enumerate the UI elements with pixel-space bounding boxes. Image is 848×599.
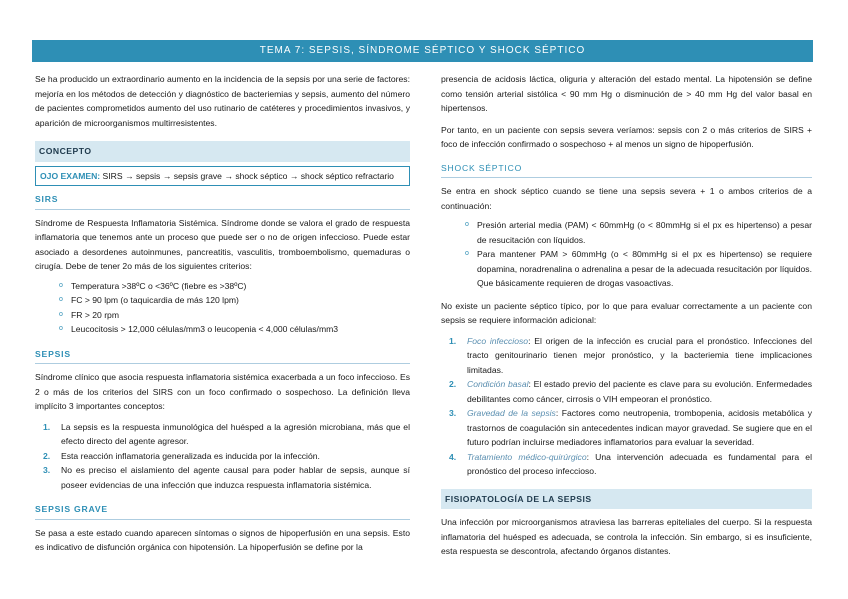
sirs-paragraph: Síndrome de Respuesta Inflamatoria Sistémica. Síndrome donde se valora el grado de respuesta inflamatoria que tenemos ante un proceso que puede ser o no de origen infeccioso. Puede estar asociado a desordenes autoinmunes, pancreatitis, vasculitis, tromboembolismo, quemaduras o cirugía. Debe de tener 2o más de los siguientes criterios: [35, 217, 410, 271]
list-item: o Presión arterial media (PAM) < 60mmHg (o < 80mmHg si el px es hipertenso) a pesar de resucitación con líquidos. [465, 218, 812, 247]
sepsis-paragraph: Síndrome clínico que asocia respuesta inflamatoria sistémica exacerbada a un foco infeccioso. Es 2 o más de los criterios del SIRS con un foco confirmado o sospechoso. La definición lleva implícito 3 importantes conceptos: [35, 372, 410, 411]
list-item: 3. No es preciso el aislamiento del agente causal para poder hablar de sepsis, aunque sí poseer evidencias de una infección que induzca respuesta inflamatoria sistémica. [43, 465, 410, 490]
por-tanto-paragraph: Por tanto, en un paciente con sepsis severa veríamos: sepsis con 2 o más criterios de SIRS + foco de infección confirmado o sospechoso + al menos un signo de hipoperfusión. [441, 124, 812, 149]
list-item: o Para mantener PAM > 60mmHg (o < 80mmHg si el px es hipertenso) se requiere dopamina, noradrenalina o adrenalina a pesar de la adecuada resucitación por líquidos. Que básicamente requieren de drogas vasoactivas. [465, 247, 812, 291]
sepsis-grave-heading: SEPSIS GRAVE [35, 500, 410, 520]
concepto-heading: CONCEPTO [35, 141, 410, 162]
shock-septico-heading: SHOCK SÉPTICO [441, 159, 812, 179]
sepsis-concepts-list [35, 420, 410, 493]
intro-paragraph: Se ha producido un extraordinario aumento en la incidencia de la sepsis por una serie de factores: mejoría en los métodos de detección y diagnóstico de bacteriemias y sepsis, aumento del número de pacientes comprometidos aumento del uso rutinario de catéteres y procedimientos invasivos, y aparición de microorganismos multirresistentes. [35, 74, 410, 128]
list-item: 1. La sepsis es la respuesta inmunológica del huésped a la agresión microbiana, más que el efecto directo del agente agresor. [43, 421, 410, 446]
shock-paragraph: Se entra en shock séptico cuando se tiene una sepsis severa + 1 o ambos criterios de a continuación: [441, 186, 812, 211]
sirs-criteria-list [35, 279, 410, 337]
list-item: 1. Foco infeccioso: El origen de la infección es crucial para el pronóstico. Infecciones del tracto genitourinario tienen mejor pronóstico, y la bacteriemia tiene implicaciones limitadas. [449, 335, 812, 375]
fisiopatologia-paragraph: Una infección por microorganismos atraviesa las barreras epiteliales del cuerpo. Si la respuesta inflamatoria del huésped es adecuada, se controla la infección. Sin embargo, si es insuficiente, esta respuesta se descontrola, afectando órganos distantes. [441, 517, 812, 556]
list-item: 2. Esta reacción inflamatoria generalizada es inducida por la infección. [43, 450, 320, 461]
list-item: o Leucocitosis > 12,000 células/mm3 o leucopenia < 4,000 células/mm3 [59, 322, 410, 337]
ojo-examen-label: OJO EXAMEN: [40, 170, 101, 181]
fisiopatologia-heading: FISIOPATOLOGÍA DE LA SEPSIS [441, 489, 812, 510]
ojo-examen-text: SIRS → sepsis → sepsis grave → shock séptico → shock séptico refractario [100, 170, 394, 181]
right-column [441, 72, 812, 559]
sirs-heading: SIRS [35, 190, 410, 210]
ojo-examen-box [35, 166, 410, 187]
page-banner-title: TEMA 7: SEPSIS, SÍNDROME SÉPTICO Y SHOCK SÉPTICO [32, 40, 813, 62]
shock-criteria-list [441, 218, 812, 291]
list-item: o FC > 90 lpm (o taquicardia de más 120 lpm) [59, 293, 410, 308]
sepsis-grave-paragraph: Se pasa a este estado cuando aparecen síntomas o signos de hipoperfusión en una sepsis. Esto es indicativo de disfunción orgánica con hipotensión. La hipoperfusión se define por la [35, 527, 410, 552]
list-item: o Temperatura >38ºC o <36ºC (fiebre es >38ºC) [59, 279, 410, 294]
left-column [35, 72, 410, 555]
list-item: 4. Tratamiento médico-quirúrgico: Una intervención adecuada es fundamental para el pronóstico del proceso infeccioso. [449, 451, 812, 476]
no-existe-paragraph: No existe un paciente séptico típico, por lo que para evaluar correctamente a un paciente con sepsis se requiere información adicional: [441, 300, 812, 325]
info-adicional-list [441, 334, 812, 479]
list-item: 2. Condición basal: El estado previo del paciente es clave para su evolución. Enfermedades debilitantes como cáncer, cirrosis o VIH empeoran el pronóstico. [449, 379, 812, 404]
sepsis-heading: SEPSIS [35, 345, 410, 365]
list-item: 3. Gravedad de la sepsis: Factores como neutropenia, trombopenia, acidosis metabólica y trastornos de coagulación sin antecedentes indican mayor gravedad. Se sugiere que en el futuro podrían incluirse mediadores inflamatorios para evaluar la severidad. [449, 408, 812, 447]
continuation-paragraph: presencia de acidosis láctica, oliguria y alteración del estado mental. La hipotensión se define como tensión arterial sistólica < 90 mm Hg o disminución de > 40 mm Hg del valor basal en hipertensos. [441, 74, 812, 113]
list-item: o FR > 20 rpm [59, 308, 410, 323]
